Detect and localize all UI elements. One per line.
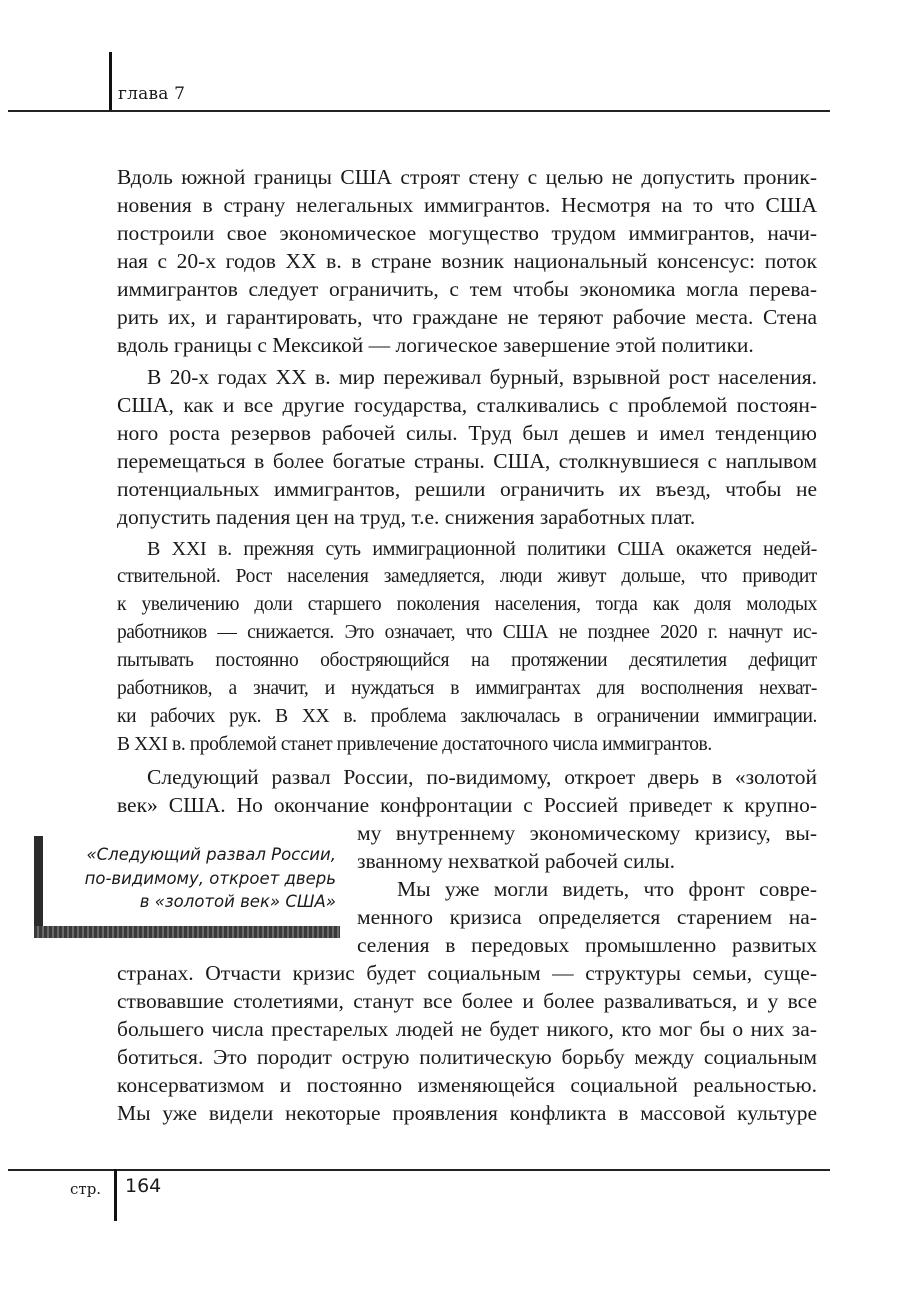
text-line: В 20-х годах XX в. мир переживал бурный, взрывной рост населения. <box>147 365 817 389</box>
text-line: В XXI в. прежняя суть иммиграционной политики США окажется недей- <box>147 538 817 560</box>
text-line: Мы уже видели некоторые проявления конфликта в массовой культуре <box>117 1101 817 1125</box>
text-line: Мы уже могли видеть, что фронт совре- <box>397 877 817 901</box>
pull-quote-line: «Следующий развал России, <box>86 845 336 864</box>
chapter-label: глава 7 <box>118 84 186 104</box>
pull-quote-line: в «золотой век» США» <box>139 892 336 911</box>
text-line: ствительной. Рост населения замедляется, люди живут дольше, что приводит <box>117 566 817 587</box>
text-line: вдоль границы с Мексикой — логическое завершение этой политики. <box>117 333 754 357</box>
pull-quote-underline <box>34 926 340 938</box>
text-line: званному нехваткой рабочей силы. <box>357 849 675 873</box>
text-line: ботиться. Это породит острую политическую борьбу между социальным <box>117 1045 817 1069</box>
text-line: ки рабочих рук. В XX в. проблема заключалась в ограничении иммиграции. <box>117 706 817 727</box>
text-line: рить их, и гарантировать, что граждане не теряют рабочие места. Стена <box>117 305 817 329</box>
text-line: потенциальных иммигрантов, решили ограничить их въезд, чтобы не <box>117 477 817 501</box>
text-line: консерватизмом и постоянно изменяющейся социальной реальностью. <box>117 1073 817 1097</box>
text-line: работников — снижается. Это означает, что США не позднее 2020 г. начнут ис- <box>117 622 817 643</box>
text-line: работников, а значит, и нуждаться в иммигрантах для восполнения нехват- <box>117 678 817 699</box>
text-line: большего числа престарелых людей не будет никого, кто мог бы о них за- <box>117 1017 817 1041</box>
page-label: стр. <box>70 1180 102 1198</box>
text-line: Вдоль южной границы США строят стену с целью не допустить проник- <box>117 165 817 189</box>
footer-rule <box>8 1169 830 1171</box>
text-line: селения в передовых промышленно развитых <box>357 933 817 957</box>
page-number: 164 <box>125 1175 162 1197</box>
text-line: к увеличению доли старшего поколения населения, тогда как доля молодых <box>117 594 817 615</box>
text-line: ного роста резервов рабочей силы. Труд был дешев и имел тенденцию <box>117 421 817 445</box>
pull-quote-text <box>60 843 336 914</box>
text-line: менного кризиса определяется старением на- <box>357 905 817 929</box>
text-line: допустить падения цен на труд, т.е. снижения заработных плат. <box>117 505 696 529</box>
text-line: ствовавшие столетиями, станут все более и более разваливаться, и у все <box>117 989 817 1013</box>
text-line: США, как и все другие государства, сталкивались с проблемой постоян- <box>117 393 817 417</box>
footer-rule-vertical <box>114 1169 117 1221</box>
text-line: перемещаться в более богатые страны. США, столкнувшиеся с наплывом <box>117 449 817 473</box>
text-line: иммигрантов следует ограничить, с тем чтобы экономика могла перева- <box>117 277 817 301</box>
header-rule <box>8 110 830 112</box>
text-line: век» США. Но окончание конфронтации с Россией приведет к крупно- <box>117 793 817 817</box>
text-line: построили свое экономическое могущество трудом иммигрантов, начи- <box>117 221 817 245</box>
header-rule-vertical <box>109 52 112 112</box>
text-line: му внутреннему экономическому кризису, вы- <box>357 821 817 845</box>
text-line: В XXI в. проблемой станет привлечение достаточного числа иммигрантов. <box>117 734 712 755</box>
pull-quote-bar <box>34 836 43 938</box>
text-line: странах. Отчасти кризис будет социальным — структуры семьи, суще- <box>117 961 817 985</box>
text-line: ная с 20-х годов XX в. в стране возник национальный консенсус: поток <box>117 249 817 273</box>
text-line: новения в страну нелегальных иммигрантов. Несмотря на то что США <box>117 193 817 217</box>
pull-quote-line: по-видимому, откроет дверь <box>84 868 336 888</box>
text-line: пытывать постоянно обостряющийся на протяжении десятилетия дефицит <box>117 650 817 671</box>
text-line: Следующий развал России, по-видимому, откроет дверь в «золотой <box>147 765 817 789</box>
